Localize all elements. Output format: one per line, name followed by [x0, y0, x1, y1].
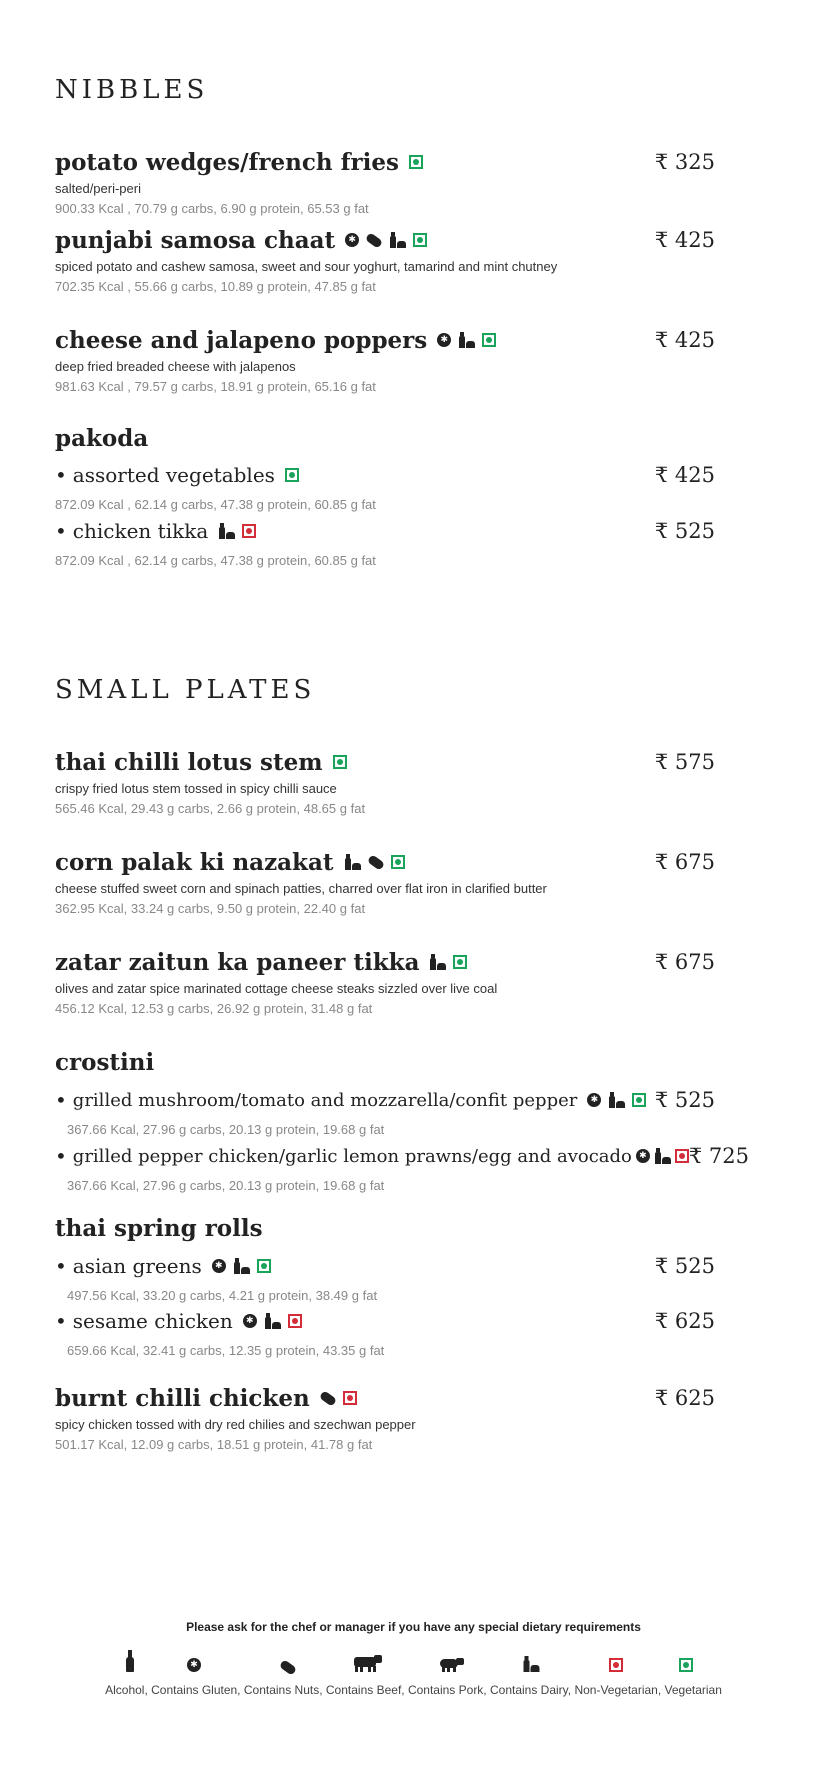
menu-item: • grilled mushroom/tomato and mozzarella/confit pepper ✱ ₹ 525 367.66 Kcal, 27.96 g carbs, 20.13 g protein, 19.68 g fat — [55, 1088, 715, 1137]
dairy-icon — [344, 854, 361, 870]
gluten-icon: ✱ — [212, 1259, 226, 1273]
gluten-icon: ✱ — [345, 233, 359, 247]
item-price: ₹ 675 — [654, 850, 715, 874]
menu-item — [55, 745, 715, 816]
nonveg-icon — [242, 524, 256, 538]
dairy-icon — [654, 1148, 671, 1164]
menu-item: • assorted vegetables ₹ 425 872.09 Kcal , 62.14 g carbs, 47.38 g protein, 60.85 g fat — [55, 463, 715, 512]
item-name: thai chilli lotus stem — [55, 748, 323, 776]
item-nutrition: 872.09 Kcal , 62.14 g carbs, 47.38 g protein, 60.85 g fat — [55, 553, 376, 568]
item-description: olives and zatar spice marinated cottage cheese steaks sizzled over live coal — [55, 981, 498, 996]
item-name: grilled pepper chicken/garlic lemon prawns/egg and avocado — [72, 1145, 632, 1167]
item-price: ₹ 525 — [654, 1254, 715, 1278]
beef-icon — [350, 1654, 382, 1672]
menu-item: • sesame chicken ✱ ₹ 625 659.66 Kcal, 32.41 g carbs, 12.35 g protein, 43.35 g fat — [55, 1309, 715, 1358]
veg-icon — [482, 333, 496, 347]
item-nutrition: 659.66 Kcal, 32.41 g carbs, 12.35 g protein, 43.35 g fat — [67, 1343, 385, 1358]
veg-icon — [453, 955, 467, 969]
nuts-icon — [279, 1659, 297, 1676]
gluten-icon: ✱ — [243, 1314, 257, 1328]
veg-icon — [285, 468, 299, 482]
alcohol-icon — [126, 1650, 134, 1672]
dairy-icon — [523, 1656, 540, 1672]
group-title-crostini: crostini — [55, 1049, 155, 1076]
item-price: ₹ 625 — [654, 1309, 715, 1333]
item-price: ₹ 675 — [654, 950, 715, 974]
gluten-icon: ✱ — [437, 333, 451, 347]
item-name: cheese and jalapeno poppers — [55, 326, 428, 354]
menu-item — [55, 223, 715, 294]
pork-icon — [438, 1657, 464, 1672]
item-name: assorted vegetables — [72, 463, 275, 487]
menu-item — [55, 1381, 715, 1452]
item-name: punjabi samosa chaat — [55, 226, 336, 254]
nonveg-icon — [609, 1658, 623, 1672]
item-name: zatar zaitun ka paneer tikka — [55, 948, 420, 976]
dairy-icon — [233, 1258, 250, 1274]
dairy-icon — [458, 332, 475, 348]
item-description: spiced potato and cashew samosa, sweet and sour yoghurt, tamarind and mint chutney — [55, 259, 558, 274]
item-price: ₹ 425 — [654, 463, 715, 487]
veg-icon — [257, 1259, 271, 1273]
nuts-icon — [366, 854, 384, 871]
nibbles-section — [55, 75, 715, 595]
item-description: crispy fried lotus stem tossed in spicy chilli sauce — [55, 781, 337, 796]
item-nutrition: 501.17 Kcal, 12.09 g carbs, 18.51 g protein, 41.78 g fat — [55, 1437, 373, 1452]
item-nutrition: 900.33 Kcal , 70.79 g carbs, 6.90 g protein, 65.53 g fat — [55, 201, 369, 216]
dairy-icon — [218, 523, 235, 539]
item-price: ₹ 425 — [654, 328, 715, 352]
small-plates-section — [55, 675, 750, 1475]
veg-icon — [632, 1093, 646, 1107]
item-nutrition: 981.63 Kcal , 79.57 g carbs, 18.91 g protein, 65.16 g fat — [55, 379, 376, 394]
gluten-icon: ✱ — [636, 1149, 650, 1163]
legend-icons — [0, 1648, 827, 1674]
item-name: corn palak ki nazakat — [55, 848, 334, 876]
veg-icon — [409, 155, 423, 169]
veg-icon — [679, 1658, 693, 1672]
menu-item — [55, 323, 715, 394]
menu-item — [55, 945, 715, 1016]
item-name: potato wedges/french fries — [55, 148, 399, 176]
item-name: sesame chicken — [72, 1309, 233, 1333]
item-price: ₹ 625 — [654, 1386, 715, 1410]
item-price: ₹ 725 — [688, 1144, 750, 1168]
dairy-icon — [429, 954, 446, 970]
item-nutrition: 367.66 Kcal, 27.96 g carbs, 20.13 g protein, 19.68 g fat — [67, 1122, 385, 1137]
menu-item: • chicken tikka ₹ 525 872.09 Kcal , 62.14 g carbs, 47.38 g protein, 60.85 g fat — [55, 519, 715, 568]
nonveg-icon — [288, 1314, 302, 1328]
gluten-icon: ✱ — [187, 1658, 201, 1672]
item-description: spicy chicken tossed with dry red chilies and szechwan pepper — [55, 1417, 416, 1432]
item-name: asian greens — [72, 1254, 202, 1278]
menu-item: • asian greens ✱ ₹ 525 497.56 Kcal, 33.20 g carbs, 4.21 g protein, 38.49 g fat — [55, 1254, 715, 1303]
nonveg-icon — [343, 1391, 357, 1405]
veg-icon — [391, 855, 405, 869]
veg-icon — [333, 755, 347, 769]
item-price: ₹ 325 — [654, 150, 715, 174]
item-price: ₹ 425 — [654, 228, 715, 252]
item-nutrition: 456.12 Kcal, 12.53 g carbs, 26.92 g protein, 31.48 g fat — [55, 1001, 373, 1016]
nuts-icon — [319, 1390, 337, 1407]
item-description: deep fried breaded cheese with jalapenos — [55, 359, 296, 374]
item-name: grilled mushroom/tomato and mozzarella/confit pepper — [72, 1089, 578, 1111]
legend-text: Alcohol, Contains Gluten, Contains Nuts, Contains Beef, Contains Pork, Contains Dairy, Non-Vegetarian, Vegetarian — [105, 1683, 722, 1697]
item-description: cheese stuffed sweet corn and spinach patties, charred over flat iron in clarified butter — [55, 881, 547, 896]
section-title-small-plates: SMALL PLATES — [55, 675, 316, 705]
item-nutrition: 702.35 Kcal , 55.66 g carbs, 10.89 g protein, 47.85 g fat — [55, 279, 376, 294]
item-price: ₹ 575 — [654, 750, 715, 774]
item-nutrition: 497.56 Kcal, 33.20 g carbs, 4.21 g protein, 38.49 g fat — [67, 1288, 378, 1303]
section-title-nibbles: NIBBLES — [55, 75, 209, 105]
item-name: burnt chilli chicken — [55, 1384, 310, 1412]
dairy-icon — [264, 1313, 281, 1329]
group-title-thai-spring-rolls: thai spring rolls — [55, 1215, 263, 1242]
item-price: ₹ 525 — [654, 1088, 715, 1112]
nonveg-icon — [675, 1149, 689, 1163]
menu-item: • grilled pepper chicken/garlic lemon prawns/egg and avocado ✱ ₹ 725 367.66 Kcal, 27.96 g carbs, 20.13 g protein, 19.68 g fat — [55, 1144, 750, 1193]
group-title-pakoda: pakoda — [55, 425, 149, 452]
menu-item — [55, 845, 715, 916]
gluten-icon: ✱ — [587, 1093, 601, 1107]
veg-icon — [413, 233, 427, 247]
item-nutrition: 565.46 Kcal, 29.43 g carbs, 2.66 g protein, 48.65 g fat — [55, 801, 366, 816]
dietary-note: Please ask for the chef or manager if you have any special dietary requirements — [186, 1620, 641, 1634]
dairy-icon — [389, 232, 406, 248]
item-nutrition: 367.66 Kcal, 27.96 g carbs, 20.13 g protein, 19.68 g fat — [67, 1178, 385, 1193]
item-nutrition: 872.09 Kcal , 62.14 g carbs, 47.38 g protein, 60.85 g fat — [55, 497, 376, 512]
item-price: ₹ 525 — [654, 519, 715, 543]
nuts-icon — [365, 232, 383, 249]
menu-item — [55, 145, 715, 216]
item-nutrition: 362.95 Kcal, 33.24 g carbs, 9.50 g protein, 22.40 g fat — [55, 901, 366, 916]
item-name: chicken tikka — [72, 519, 209, 543]
dairy-icon — [608, 1092, 625, 1108]
item-description: salted/peri-peri — [55, 181, 141, 196]
